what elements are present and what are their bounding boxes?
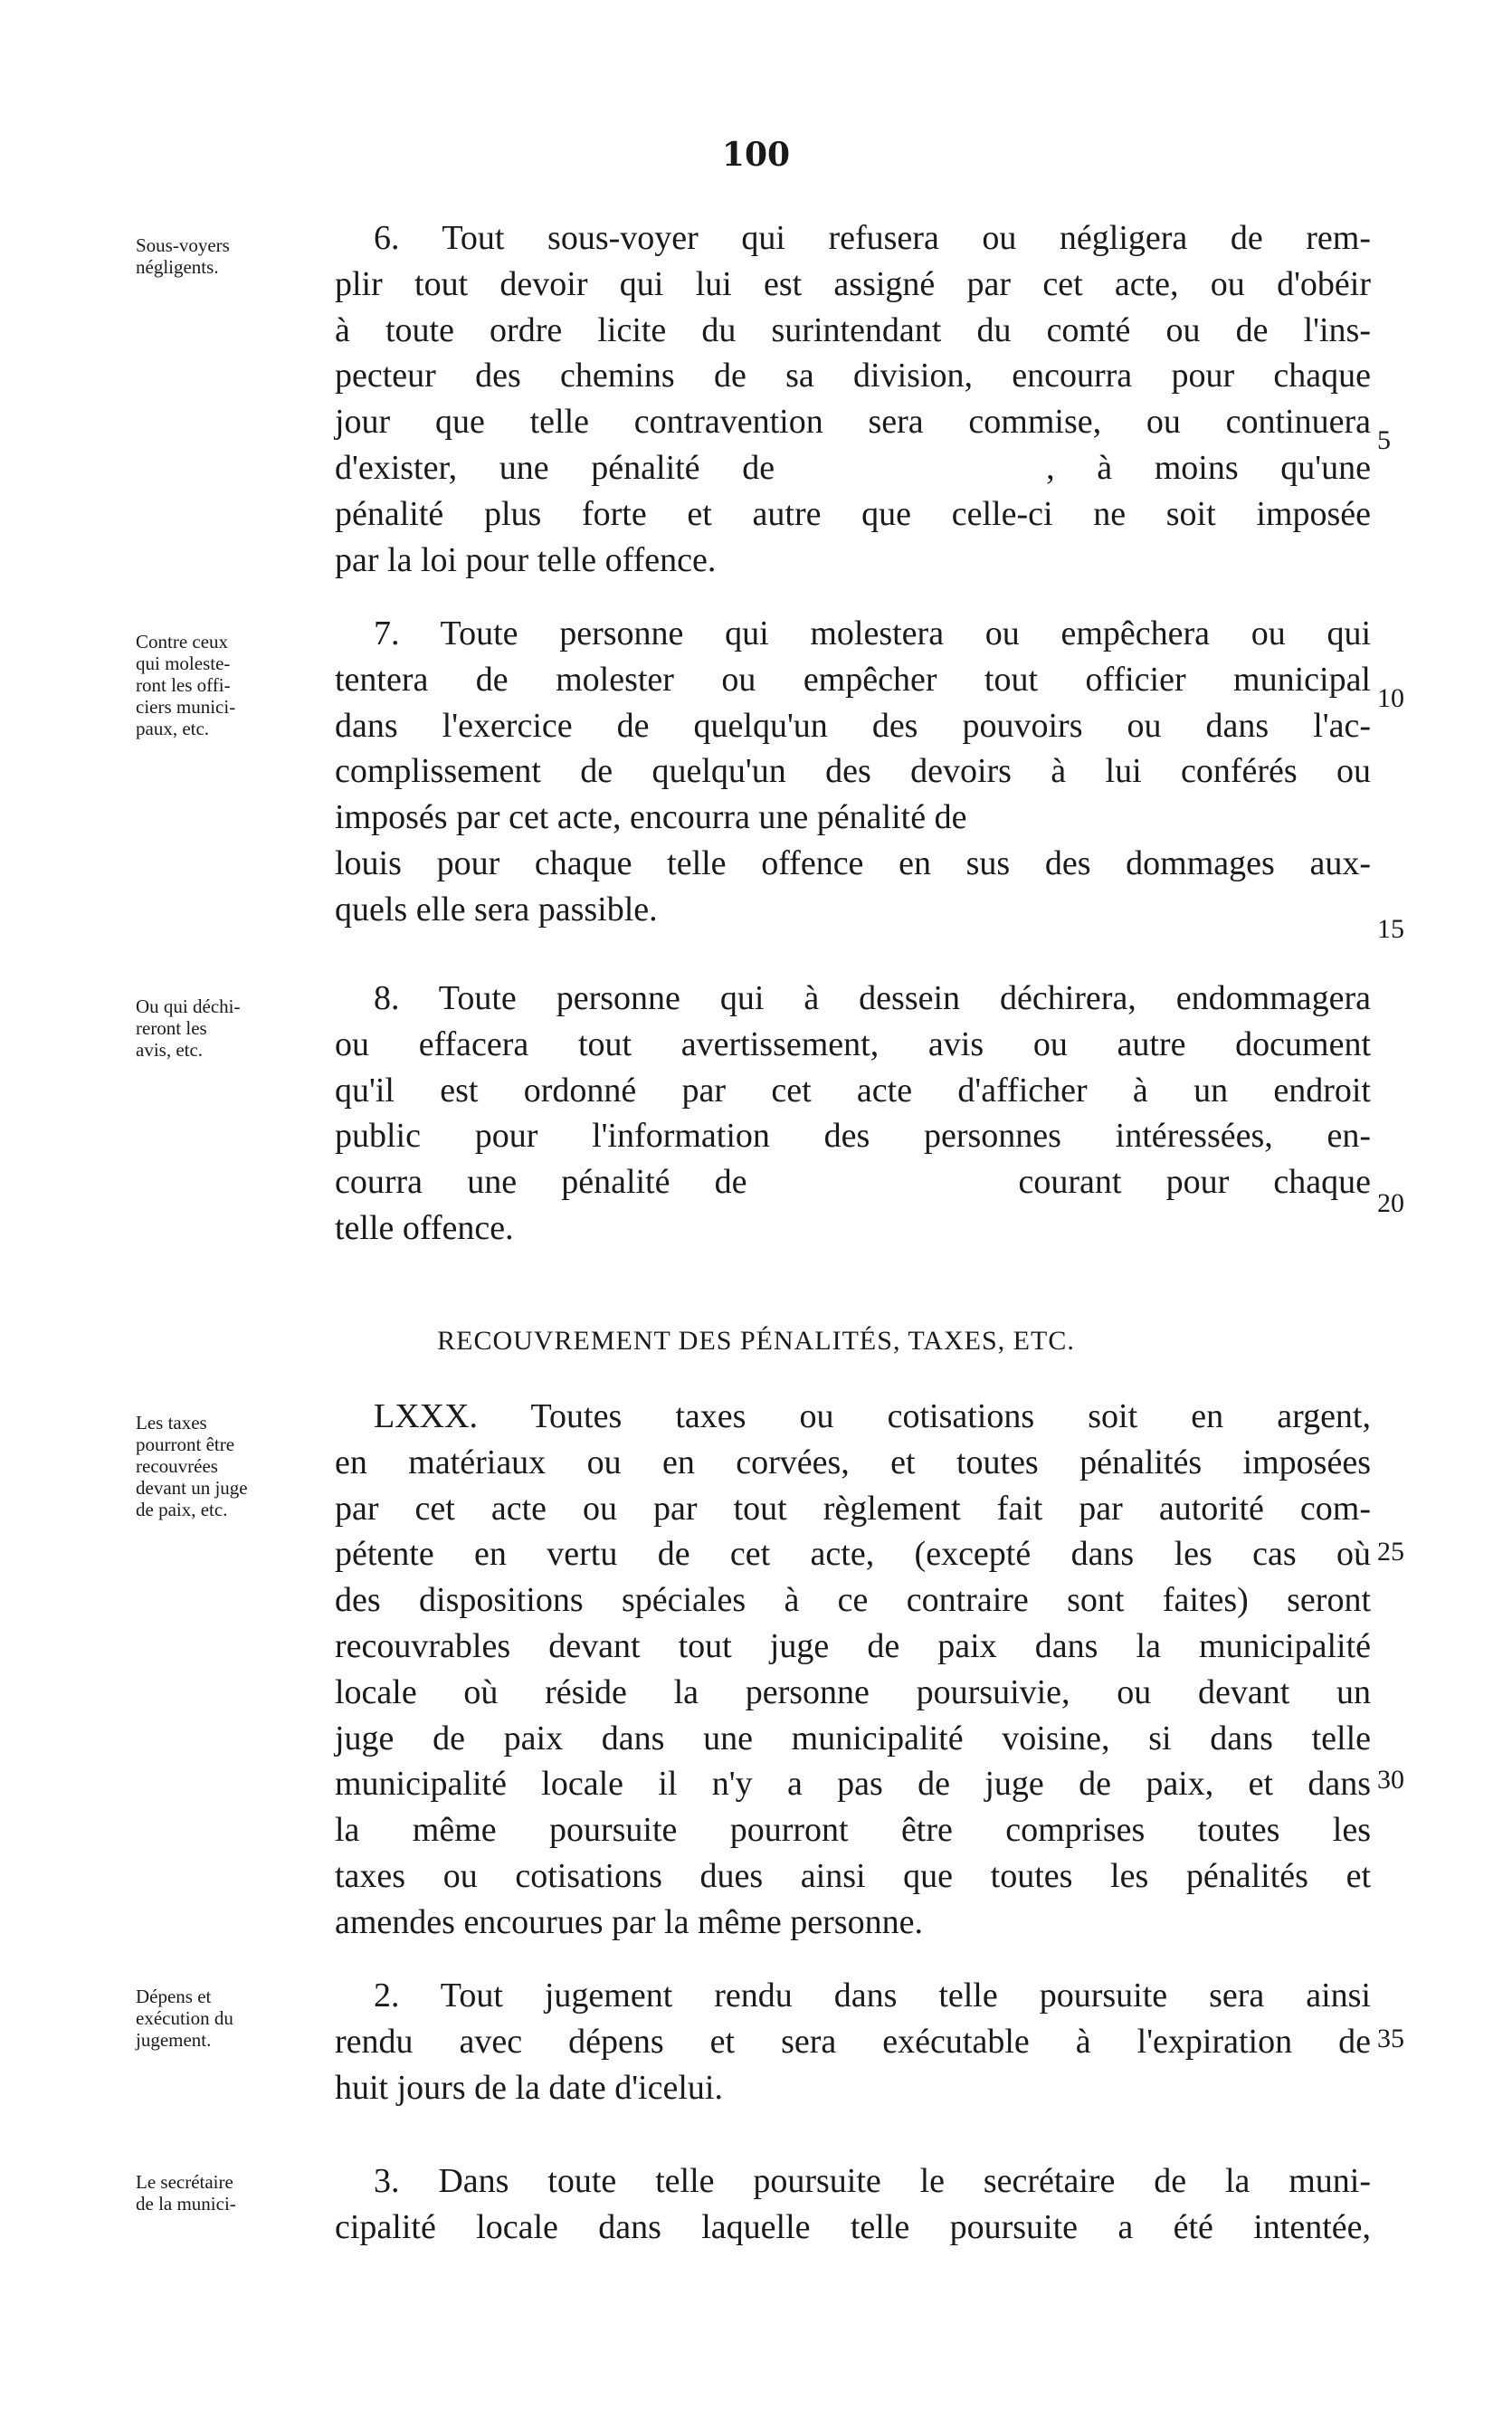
text-line: par cet acte ou par tout règlement fait par autorité com- xyxy=(335,1489,1371,1528)
text-line: des dispositions spéciales à ce contraire sont faites) seront xyxy=(335,1581,1371,1620)
line-number-10: 10 xyxy=(1377,683,1404,713)
margin-note-depens: Dépens et exécution du jugement. xyxy=(136,1986,233,2051)
text-line: pétente en vertu de cet acte, (excepté dans les cas où xyxy=(335,1535,1371,1574)
line-number-35: 35 xyxy=(1377,2024,1404,2053)
text-line: jour que telle contravention sera commise, ou continuera xyxy=(335,403,1371,442)
text-line: 8. Toute personne qui à dessein déchirera, endommagera xyxy=(374,979,1371,1017)
text-line: huit jours de la date d'icelui. xyxy=(335,2068,723,2107)
text-line: tentera de molester ou empêcher tout officier municipal xyxy=(335,660,1371,699)
paragraph-text xyxy=(335,976,1371,1252)
section-heading: RECOUVREMENT DES PÉNALITÉS, TAXES, ETC. xyxy=(437,1326,1075,1356)
page-number: 100 xyxy=(721,136,791,174)
text-line: pénalité plus forte et autre que celle-ci ne soit imposée xyxy=(335,494,1371,533)
line-number-30: 30 xyxy=(1377,1765,1404,1795)
line-number-5: 5 xyxy=(1377,425,1391,455)
text-line: 6. Tout sous-voyer qui refusera ou négligera de rem- xyxy=(374,219,1371,257)
text-line: en matériaux ou en corvées, et toutes pénalités imposées xyxy=(335,1443,1371,1481)
line-number-20: 20 xyxy=(1377,1188,1404,1218)
text-fragment: d'exister, une pénalité de xyxy=(335,448,775,487)
text-line: LXXX. Toutes taxes ou cotisations soit en argent, xyxy=(374,1397,1371,1435)
text-line: juge de paix dans une municipalité voisine, si dans telle xyxy=(335,1719,1371,1757)
paragraph-text xyxy=(335,1394,1371,1946)
text-line: qu'il est ordonné par cet acte d'afficher à un endroit xyxy=(335,1071,1371,1110)
text-line: locale où réside la personne poursuivie, ou devant un xyxy=(335,1672,1371,1711)
paragraph-text xyxy=(335,1973,1371,2110)
text-line: public pour l'information des personnes intéressées, en- xyxy=(335,1117,1371,1156)
paragraph-text xyxy=(335,215,1371,583)
text-line-with-blank xyxy=(335,445,1371,491)
text-line: dans l'exercice de quelqu'un des pouvoirs ou dans l'ac- xyxy=(335,706,1371,745)
text-fragment: , à moins qu'une xyxy=(1046,448,1372,487)
margin-note-ou-qui-dechireront: Ou qui déchi- reront les avis, etc. xyxy=(136,995,241,1061)
text-line-with-blank xyxy=(335,1159,1371,1205)
text-line: 2. Tout jugement rendu dans telle poursuite sera ainsi xyxy=(374,1977,1371,2015)
text-line: cipalité locale dans laquelle telle poursuite a été intentée, xyxy=(335,2207,1371,2246)
text-line: ou effacera tout avertissement, avis ou autre document xyxy=(335,1024,1371,1063)
text-line: 7. Toute personne qui molestera ou empêchera ou qui xyxy=(374,614,1371,652)
paragraph-text xyxy=(335,611,1371,933)
text-line: telle offence. xyxy=(335,1208,514,1247)
text-line: amendes encourues par la même personne. xyxy=(335,1902,923,1941)
text-line: recouvrables devant tout juge de paix dans la municipalité xyxy=(335,1626,1371,1665)
text-line: rendu avec dépens et sera exécutable à l'expiration de xyxy=(335,2022,1371,2061)
text-line: par la loi pour telle offence. xyxy=(335,540,717,579)
text-line: la même poursuite pourront être comprises toutes les xyxy=(335,1811,1371,1850)
line-number-15: 15 xyxy=(1377,914,1404,944)
text-fragment: courra une pénalité de xyxy=(335,1163,747,1202)
text-line: quels elle sera passible. xyxy=(335,890,658,929)
text-line: 3. Dans toute telle poursuite le secrétaire de la muni- xyxy=(374,2162,1371,2200)
text-line: pecteur des chemins de sa division, encourra pour chaque xyxy=(335,357,1371,395)
margin-note-contre-ceux: Contre ceux qui moleste- ront les offi- ciers munici- paux, etc. xyxy=(136,631,236,739)
margin-note-le-secretaire: Le secrétaire de la munici- xyxy=(136,2171,236,2215)
paragraph-text xyxy=(335,2158,1371,2251)
text-line: imposés par cet acte, encourra une pénalité de xyxy=(335,798,967,837)
margin-note-sous-voyers: Sous-voyers négligents. xyxy=(136,234,230,278)
text-fragment: courant pour chaque xyxy=(1018,1163,1371,1202)
line-number-25: 25 xyxy=(1377,1537,1404,1567)
text-line: louis pour chaque telle offence en sus des dommages aux- xyxy=(335,843,1371,882)
text-line: à toute ordre licite du surintendant du comté ou de l'ins- xyxy=(335,310,1371,349)
text-line: plir tout devoir qui lui est assigné par cet acte, ou d'obéir xyxy=(335,264,1371,303)
text-line: complissement de quelqu'un des devoirs à lui conférés ou xyxy=(335,752,1371,791)
text-line: taxes ou cotisations dues ainsi que toutes les pénalités et xyxy=(335,1856,1371,1895)
text-line: municipalité locale il n'y a pas de juge de paix, et dans xyxy=(335,1765,1371,1804)
margin-note-les-taxes: Les taxes pourront être recouvrées devant un juge de paix, etc. xyxy=(136,1412,248,1520)
